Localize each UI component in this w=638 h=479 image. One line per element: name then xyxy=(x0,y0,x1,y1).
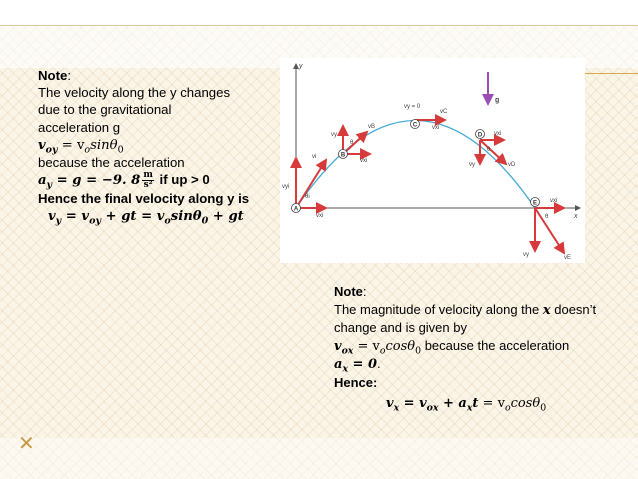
unit-fraction: $\frac{m}{\text{s²}}$ xyxy=(143,170,153,191)
left-note-line-3: acceleration g xyxy=(38,119,121,135)
right-note xyxy=(334,283,634,413)
label-vxi-c: vxi xyxy=(432,125,440,131)
velocity-d xyxy=(480,140,506,164)
top-white-bar xyxy=(0,0,638,25)
velocity-a xyxy=(296,160,326,208)
left-note-line-2: due to the gravitational xyxy=(38,102,172,118)
point-e-label: E xyxy=(532,200,538,207)
equation-ay: $a_y = g = -9$. 8 $\frac{m}{\text{s²}}$ if up > 0 xyxy=(38,170,210,191)
label-vi: vi xyxy=(312,154,317,160)
left-note-line-5: Hence the final velocity along y is xyxy=(38,191,250,207)
left-note xyxy=(38,67,278,226)
left-note-title: Note: xyxy=(38,68,71,83)
label-ve: vE xyxy=(564,255,572,261)
left-note-line-1: The velocity along the y changes xyxy=(38,85,231,101)
label-vy-zero: vy = 0 xyxy=(404,104,421,110)
label-theta-e: θ xyxy=(545,214,549,220)
label-vyi: vyi xyxy=(282,184,290,190)
label-vb: vB xyxy=(368,124,376,130)
label-vc: vC xyxy=(440,109,448,115)
slide-mark-icon: ✕ xyxy=(18,433,35,455)
right-note-hence: Hence: xyxy=(334,374,378,390)
label-vy-b: vy xyxy=(331,132,337,138)
label-theta-i: θi xyxy=(305,194,310,200)
equation-vx: $v_x = v_{ox} + a_xt = v_o\cos\theta_0$ xyxy=(386,396,547,414)
left-note-line-4: because the acceleration xyxy=(38,155,185,171)
projectile-diagram xyxy=(280,58,585,263)
label-vd: vD xyxy=(508,162,516,168)
equation-voy: $v_{oy} = v_o\sin\theta_0$ xyxy=(38,137,124,156)
label-vxi: vxi xyxy=(316,213,324,219)
footer-band xyxy=(0,438,638,479)
right-note-line-2: change and is given by xyxy=(334,320,467,335)
equation-vy: $v_y = v_{oy}$ + gt = $v_o\sin\theta_0$ + gt xyxy=(48,209,244,228)
label-theta-b: θ xyxy=(350,140,354,146)
label-vy-e: vy xyxy=(523,252,529,258)
label-vxi-b: vxi xyxy=(360,158,368,164)
point-d-label: D xyxy=(477,132,483,139)
label-vy-d: vy xyxy=(469,162,475,168)
point-a-label: A xyxy=(293,206,299,213)
right-note-title: Note: xyxy=(334,284,367,299)
x-axis-label: x xyxy=(574,213,578,220)
point-c-label: C xyxy=(412,122,418,129)
y-axis-label: y xyxy=(299,63,303,70)
label-theta-d: θ xyxy=(487,147,491,153)
point-b-label: B xyxy=(340,152,346,159)
gravity-label: g xyxy=(495,97,500,104)
label-vxi-e: vxi xyxy=(550,198,558,204)
equation-ax: $a_x = 0$. xyxy=(334,356,381,375)
equation-vox: $v_{ox} = v_o\cos\theta_0$ because the acceleration xyxy=(334,337,570,357)
velocity-e xyxy=(535,208,564,253)
label-vxi-d: vxi xyxy=(494,131,502,137)
right-note-line-1: The magnitude of velocity along the x doesn’t xyxy=(334,301,597,318)
